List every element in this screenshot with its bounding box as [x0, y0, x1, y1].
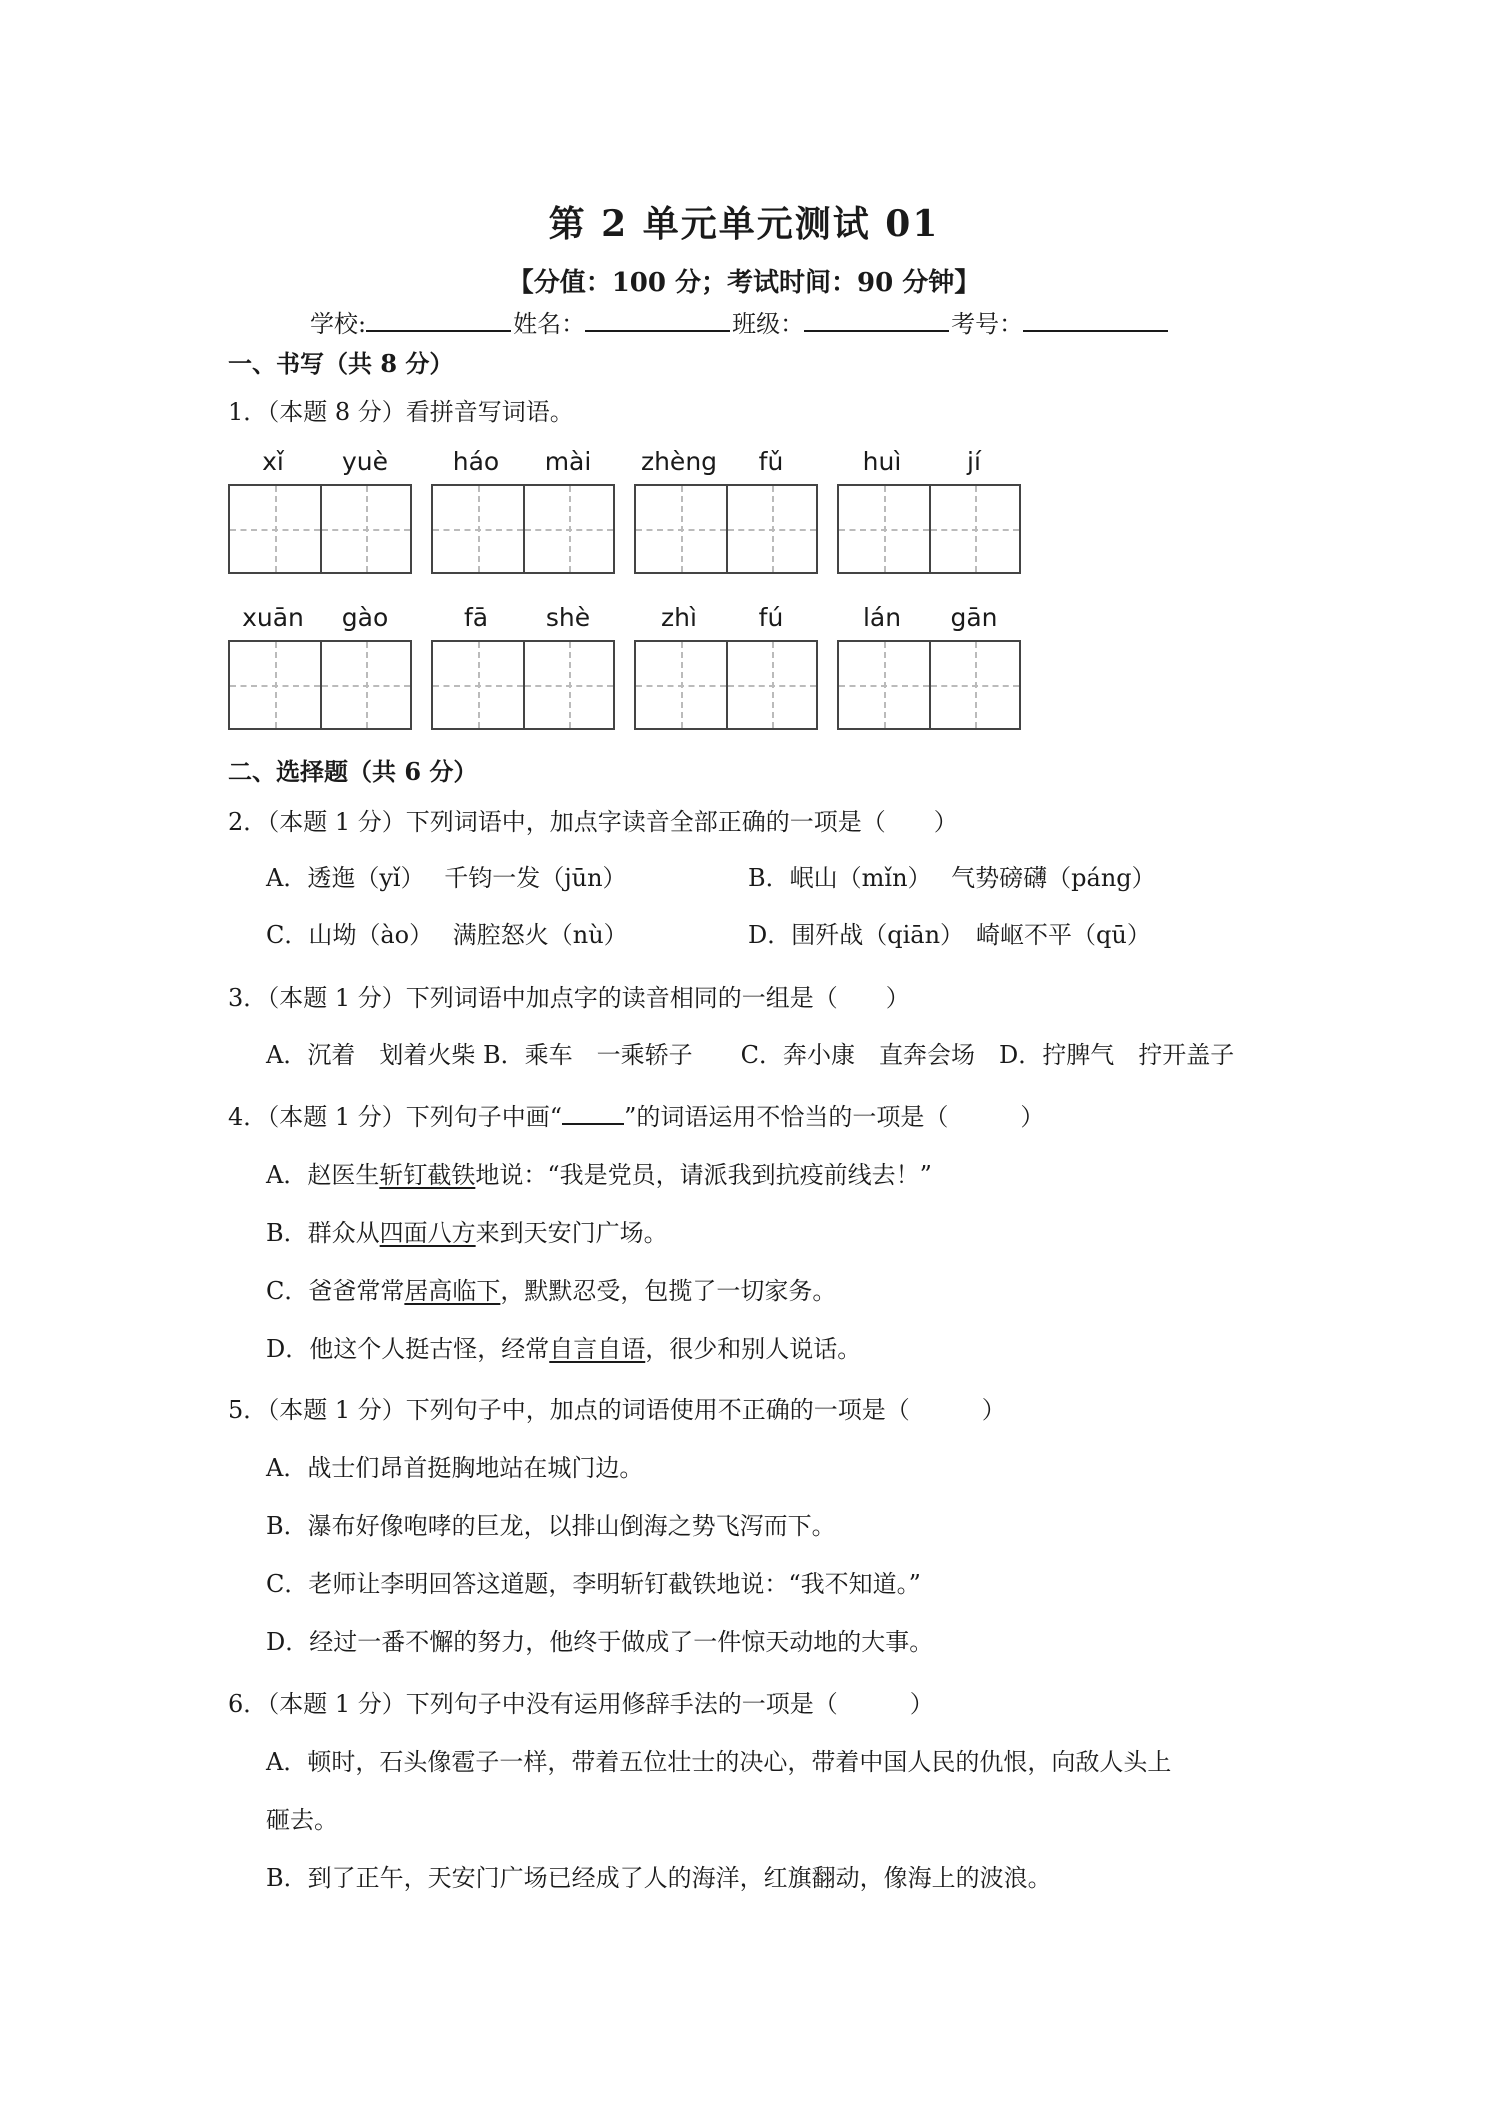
q5-option-b: B．瀑布好像咆哮的巨龙，以排山倒海之势飞泻而下。: [266, 1512, 836, 1540]
writing-box[interactable]: [431, 640, 615, 730]
q5-option-a: A．战士们昂首挺胸地站在城门边。: [266, 1454, 644, 1482]
q4-c-pre: C．爸爸常常: [266, 1277, 405, 1305]
pinyin: xǐ: [262, 447, 284, 476]
q5-option-c: C．老师让李明回答这道题，李明斩钉截铁地说：“我不知道。”: [266, 1570, 921, 1598]
q4-b-pre: B．群众从: [266, 1219, 380, 1247]
q4-d-pre: D．他这个人挺古怪，经常: [266, 1335, 550, 1363]
q5-option-d: D．经过一番不懈的努力，他终于做成了一件惊天动地的大事。: [266, 1628, 934, 1656]
name-blank[interactable]: [585, 308, 730, 332]
section2-heading: 二、选择题（共 6 分）: [228, 757, 478, 786]
pinyin: xuān: [242, 603, 304, 632]
q6-option-b: B．到了正午，天安门广场已经成了人的海洋，红旗翻动，像海上的波浪。: [266, 1864, 1052, 1892]
q4-c-post: ，默默忍受，包揽了一切家务。: [500, 1277, 837, 1305]
writing-box[interactable]: [431, 484, 615, 574]
q3-options: A．沉着 划着火柴 B．乘车 一乘轿子 C．奔小康 直奔会场 D．拧脾气 拧开盖子: [266, 1041, 1235, 1069]
q4-option-b: [266, 1213, 668, 1248]
q4-a-post: 地说：“我是党员，请派我到抗疫前线去！”: [475, 1161, 932, 1189]
school-label: 学校:: [310, 310, 367, 338]
q6-option-a-line2: 砸去。: [266, 1806, 338, 1834]
pinyin: lán: [862, 603, 902, 632]
writing-box[interactable]: [228, 484, 412, 574]
writing-box[interactable]: [837, 484, 1021, 574]
q4-d-underlined: 自言自语: [549, 1335, 646, 1363]
pinyin: fā: [463, 603, 489, 632]
q6-stem: 6．（本题 1 分）下列句子中没有运用修辞手法的一项是（ ）: [228, 1690, 934, 1718]
pinyin: zhèng: [640, 447, 718, 476]
q4-b-underlined: 四面八方: [379, 1219, 476, 1247]
page-title: 第 2 单元单元测试 01: [548, 203, 940, 245]
pinyin: jí: [967, 447, 981, 476]
q3-stem: 3．（本题 1 分）下列词语中加点字的读音相同的一组是（ ）: [228, 984, 910, 1012]
pinyin: fǔ: [758, 447, 784, 476]
q4-stem-part2: ”的词语运用不恰当的一项是（ ）: [624, 1103, 1045, 1131]
pinyin-row-1: [228, 447, 1228, 487]
pinyin: mài: [544, 447, 592, 476]
q4-option-a: [266, 1155, 932, 1190]
pinyin: yuè: [341, 447, 389, 476]
q6-option-a-line1: A．顿时，石头像雹子一样，带着五位壮士的决心，带着中国人民的仇恨，向敌人头上: [266, 1748, 1172, 1776]
class-label: 班级：: [732, 310, 805, 338]
pinyin: shè: [545, 603, 591, 632]
q4-underline-sample: [562, 1105, 624, 1125]
q1-stem: 1．（本题 8 分）看拼音写词语。: [228, 398, 574, 426]
q4-b-post: 来到天安门广场。: [475, 1219, 668, 1247]
class-blank[interactable]: [804, 308, 949, 332]
q2-option-c: C．山坳（ào） 满腔怒火（nù）: [266, 921, 628, 949]
q2-option-d: D．围歼战（qiān） 崎岖不平（qū）: [748, 921, 1151, 949]
pinyin: gào: [341, 603, 389, 632]
pinyin: fú: [758, 603, 784, 632]
q2-option-b: B．岷山（mǐn） 气势磅礴（páng）: [748, 864, 1156, 892]
school-blank[interactable]: [366, 308, 511, 332]
exam-info-subtitle: 【分值：100 分；考试时间：90 分钟】: [507, 268, 981, 298]
pinyin: gān: [950, 603, 998, 632]
q2-option-a: A．透迤（yǐ） 千钧一发（jūn）: [266, 864, 627, 892]
number-label: 考号：: [951, 310, 1024, 338]
pinyin: huì: [862, 447, 902, 476]
q4-stem-part1: 4．（本题 1 分）下列句子中画“: [228, 1103, 563, 1131]
q4-d-post: ，很少和别人说话。: [645, 1335, 862, 1363]
writing-box[interactable]: [837, 640, 1021, 730]
q4-a-underlined: 斩钉截铁: [379, 1161, 476, 1189]
q4-a-pre: A．赵医生: [266, 1161, 380, 1189]
section1-heading: 一、书写（共 8 分）: [228, 349, 454, 378]
writing-box[interactable]: [228, 640, 412, 730]
number-blank[interactable]: [1023, 308, 1168, 332]
q4-option-d: [266, 1329, 861, 1364]
student-info-line: [310, 304, 1170, 339]
pinyin: zhì: [661, 603, 697, 632]
pinyin: háo: [452, 447, 500, 476]
q2-stem: 2．（本题 1 分）下列词语中，加点字读音全部正确的一项是（ ）: [228, 808, 958, 836]
writing-box[interactable]: [634, 640, 818, 730]
writing-box[interactable]: [634, 484, 818, 574]
q4-c-underlined: 居高临下: [404, 1277, 501, 1305]
q5-stem: 5．（本题 1 分）下列句子中，加点的词语使用不正确的一项是（ ）: [228, 1396, 1006, 1424]
name-label: 姓名：: [513, 310, 586, 338]
q4-option-c: [266, 1271, 836, 1306]
q4-stem: [228, 1097, 1044, 1132]
pinyin-row-2: [228, 603, 1228, 643]
